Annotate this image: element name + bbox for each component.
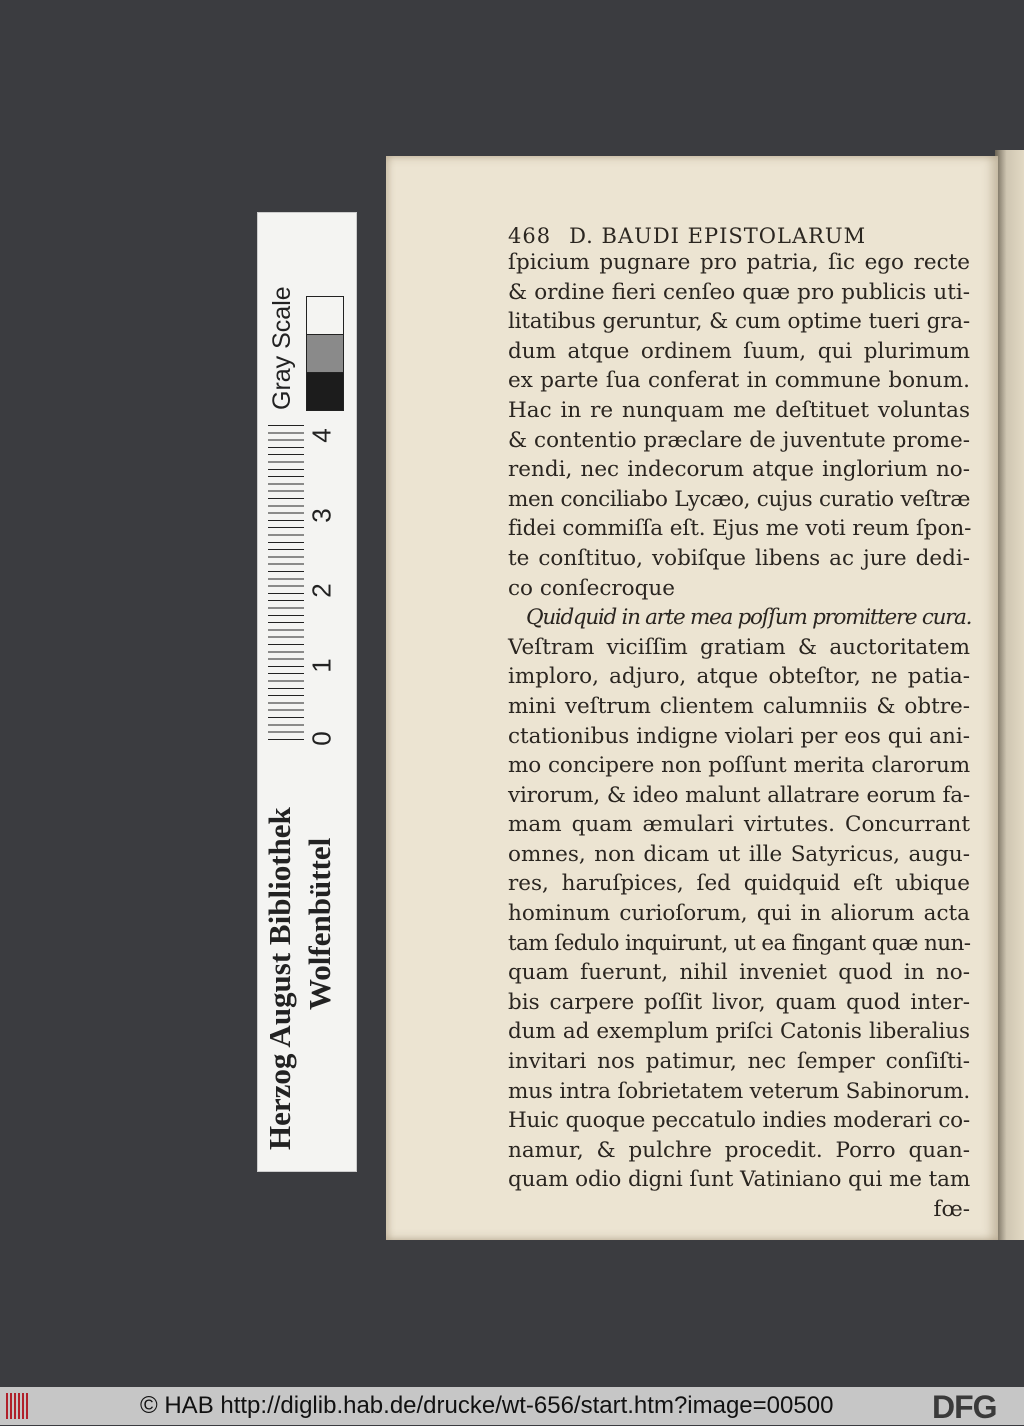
hab-logo-icon [6,1393,28,1419]
ruler-number-3: 3 [306,508,337,523]
text-line: ctationibus indigne violari per eos qui ani- [508,723,970,749]
gray-scale-label: Gray Scale [268,286,296,410]
footer-caption: © HAB http://diglib.hab.de/drucke/wt-656/start.htm?image=00500 [140,1392,834,1419]
text-line: men conciliabo Lycæo, cujus curatio veſtræ [508,486,970,512]
text-line: virorum, & ideo malunt allatrare eorum fa- [508,782,970,808]
text-line: mo concipere non poſſunt merita clarorum [508,753,970,779]
text-line: litatibus geruntur, & cum optime tueri gra- [508,309,970,335]
text-line: ſpicium pugnare pro patria, ſic ego recte [508,250,970,275]
catchword: fœ- [933,1197,970,1222]
text-line: mus intra ſobrietatem veterum Sabinorum. [508,1078,970,1104]
text-line: omnes, non dicam ut ille Satyricus, augu- [508,841,970,867]
text-line: Veſtram viciſſim gratiam & auctoritatem [508,634,970,660]
text-line: Quidquid in arte mea poſſum promittere cura. [526,605,972,631]
text-line: mini veſtrum clientem calumniis & obtre- [508,693,970,719]
ruler-number-2: 2 [306,583,337,598]
gray-swatch-white [306,296,344,335]
ruler-institution: Herzog August Bibliothek [262,807,297,1150]
text-line: dum ad exemplum priſci Catonis liberalius [508,1019,970,1045]
text-line: & contentio præclare de juventute prome- [508,427,970,453]
text-line: bis carpere poſſit livor, quam quod inter- [508,989,970,1015]
text-line: dum atque ordinem ſuum, qui plurimum [508,338,970,364]
text-line: res, haruſpices, ſed quidquid eſt ubique [508,871,970,897]
text-line: quam fuerunt, nihil inveniet quod in no- [508,960,970,986]
text-line: quam odio digni ſunt Vatiniano qui me tam [508,1167,971,1193]
text-line: rendi, nec indecorum atque inglorium no- [508,457,970,483]
text-line: mam quam æmulari virtutes. Concurrant [508,812,970,838]
text-line: hominum curioſorum, qui in aliorum acta [508,901,970,927]
gray-swatch-mid [306,334,344,373]
text-line: te conſtituo, vobiſque libens ac jure dedi- [508,545,970,571]
ruler-city: Wolfenbüttel [302,837,337,1010]
text-line: imploro, adjuro, atque obteſtor, ne patia- [508,664,970,690]
page-number: 468 [508,224,552,248]
running-title: D. BAUDI EPISTOLARUM [569,224,867,248]
text-line: fidei commiſſa eſt. Ejus me voti reum ſpon- [508,516,972,542]
page-text [508,248,970,1225]
footer-bar [0,1387,1024,1425]
text-line: tam ſedulo inquirunt, ut ea fingant quæ nun- [508,930,971,956]
text-line: co conſecroque [508,575,675,601]
ruler-number-1: 1 [306,658,337,673]
ruler-ticks [268,425,304,745]
ruler-number-4: 4 [306,428,337,443]
text-line: & ordine fieri cenſeo quæ pro publicis uti- [508,279,970,305]
running-head [508,224,908,248]
text-line: Huic quoque peccatulo indies moderari co- [508,1108,970,1134]
gray-swatch-black [306,372,344,411]
text-line: namur, & pulchre procedit. Porro quan- [508,1137,970,1163]
text-line: Hac in re nunquam me deſtituet voluntas [508,397,970,423]
text-line: invitari nos patimur, nec ſemper conſiſti- [508,1049,970,1075]
adjacent-page-edge [995,150,1024,1240]
ruler-number-0: 0 [306,731,337,746]
text-line: ex parte ſua conferat in commune bonum. [508,368,970,394]
dfg-logo: DFG [932,1389,997,1425]
